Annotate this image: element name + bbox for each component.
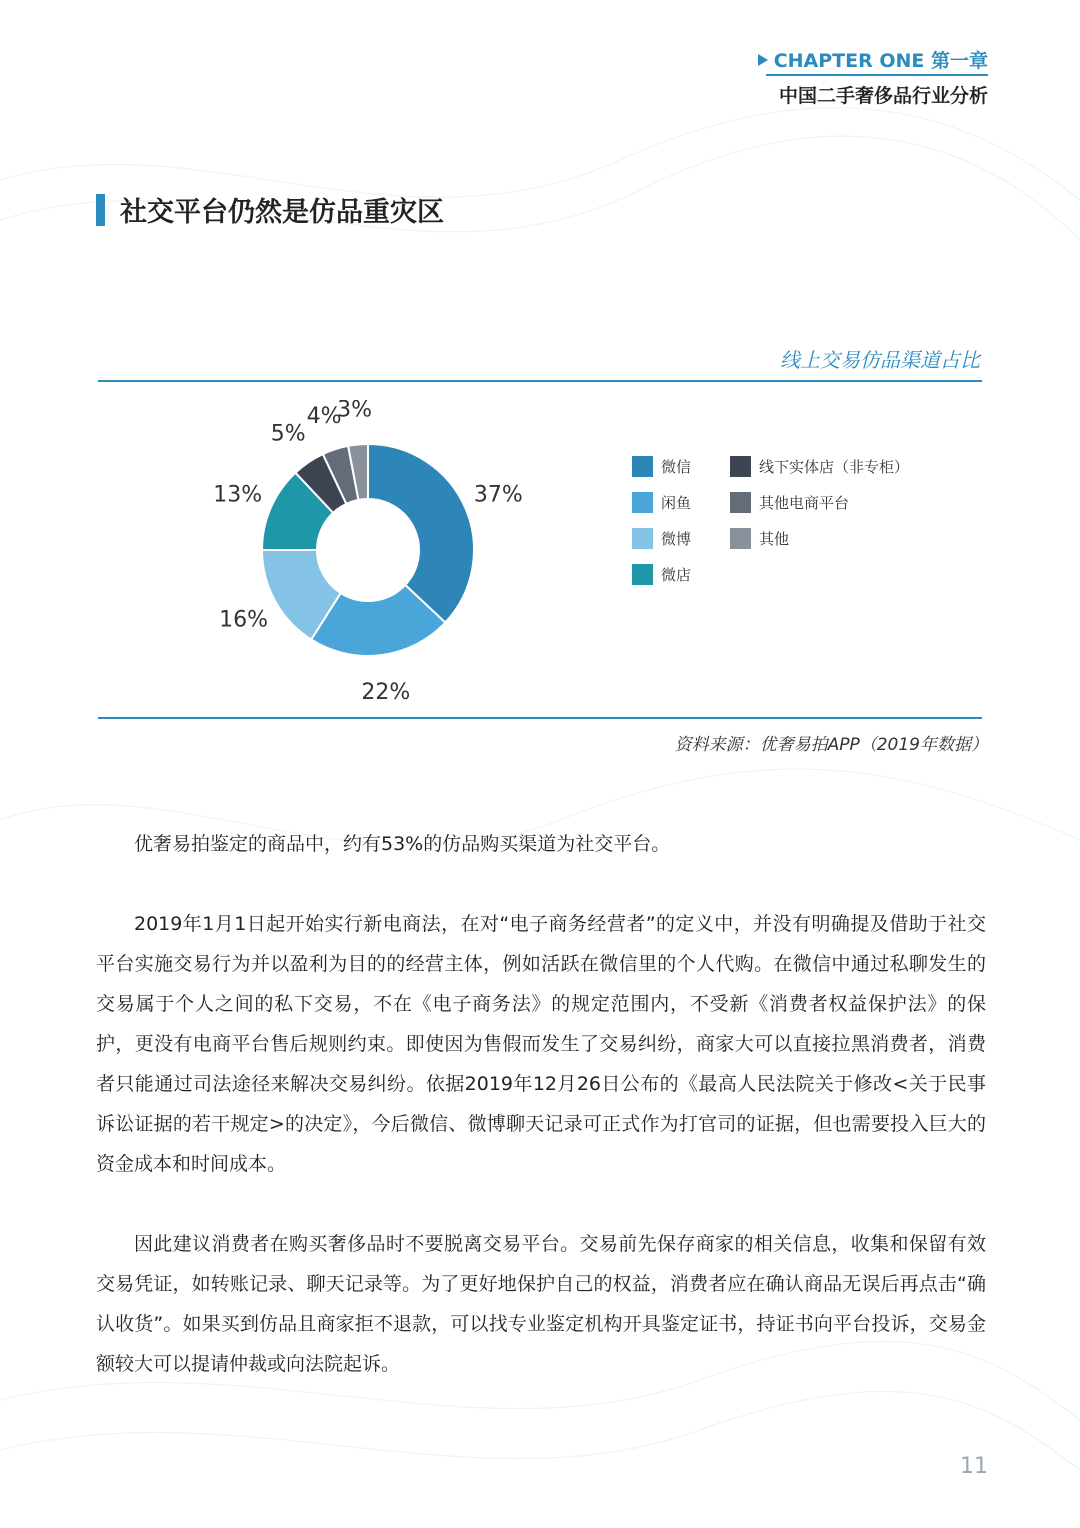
chapter-label: CHAPTER ONE 第一章 (773, 50, 988, 72)
paragraph-2-text: 2019年1月1日起开始实行新电商法，在对“电子商务经营者”的定义中，并没有明确提及借助于社交平台实施交易行为并以盈利为目的的经营主体，例如活跃在微信里的个人代购。在微信中通过私聊发生的交易属于个人之间的私下交易，不在《电子商务法》的规定范围内，不受新《消费者权益保护法》的保护，更没有电商平台售后规则约束。即使因为售假而发生了交易纠纷，商家大可以直接拉黑消费者，消费者只能通过司法途径来解决交易纠纷。依据2019年12月26日公布的《最高人民法院关于修改<关于民事诉讼证据的若干规定>的决定》，今后微信、微博聊天记录可正式作为打官司的证据，但也需要投入巨大的资金成本和时间成本。 (96, 913, 986, 1175)
legend-swatch (730, 492, 751, 513)
legend-item-5 (730, 492, 849, 513)
legend-item-0 (632, 456, 691, 477)
legend-label: 其他 (759, 530, 790, 548)
slice-label-4: 5% (270, 421, 306, 447)
legend-item-2 (632, 528, 691, 549)
chapter-heading (758, 46, 988, 73)
legend-swatch (632, 456, 653, 477)
chart-legend (632, 456, 952, 596)
slice-label-1: 22% (361, 679, 411, 705)
legend-label: 其他电商平台 (759, 494, 850, 512)
legend-item-1 (632, 492, 691, 513)
triangle-icon (758, 54, 768, 66)
legend-swatch (632, 564, 653, 585)
paragraph-2 (96, 904, 986, 1184)
paragraph-3-text: 因此建议消费者在购买奢侈品时不要脱离交易平台。交易前先保存商家的相关信息，收集和保留有效交易凭证，如转账记录、聊天记录等。为了更好地保护自己的权益，消费者应在确认商品无误后再点击“确认收货”。如果买到仿品且商家拒不退款，可以找专业鉴定机构开具鉴定证书，持证书向平台投诉，交易金额较大可以提请仲裁或向法院起诉。 (96, 1233, 986, 1375)
legend-swatch (730, 528, 751, 549)
legend-swatch (632, 492, 653, 513)
legend-label: 闲鱼 (661, 494, 692, 512)
chart-bottom-rule (98, 717, 982, 719)
paragraph-1-text: 优奢易拍鉴定的商品中，约有53%的仿品购买渠道为社交平台。 (134, 833, 671, 855)
slice-label-6: 3% (337, 400, 373, 423)
page-number: 11 (960, 1454, 988, 1479)
slice-label-5: 4% (306, 403, 342, 429)
paragraph-3 (96, 1224, 986, 1384)
slice-label-2: 16% (219, 607, 269, 633)
section-accent-bar (96, 194, 105, 226)
paragraph-1 (96, 824, 986, 864)
chart-top-rule (98, 380, 982, 382)
legend-swatch (730, 456, 751, 477)
legend-label: 微博 (661, 530, 692, 548)
legend-item-3 (632, 564, 691, 585)
donut-slice-0 (368, 444, 474, 623)
section-title: 社交平台仍然是仿品重灾区 (120, 197, 444, 228)
legend-item-4 (730, 456, 909, 477)
legend-label: 微店 (661, 566, 692, 584)
legend-item-6 (730, 528, 789, 549)
legend-label: 微信 (661, 458, 692, 476)
slice-label-3: 13% (213, 482, 263, 508)
legend-swatch (632, 528, 653, 549)
chart-source: 资料来源：优奢易拍APP（2019年数据） (674, 735, 988, 755)
chart-title: 线上交易仿品渠道占比 (780, 348, 980, 372)
chapter-divider (766, 74, 988, 76)
donut-chart (180, 400, 580, 710)
legend-label: 线下实体店（非专柜） (759, 458, 910, 476)
slice-label-0: 37% (473, 482, 523, 508)
chapter-subtitle: 中国二手奢侈品行业分析 (778, 85, 988, 107)
